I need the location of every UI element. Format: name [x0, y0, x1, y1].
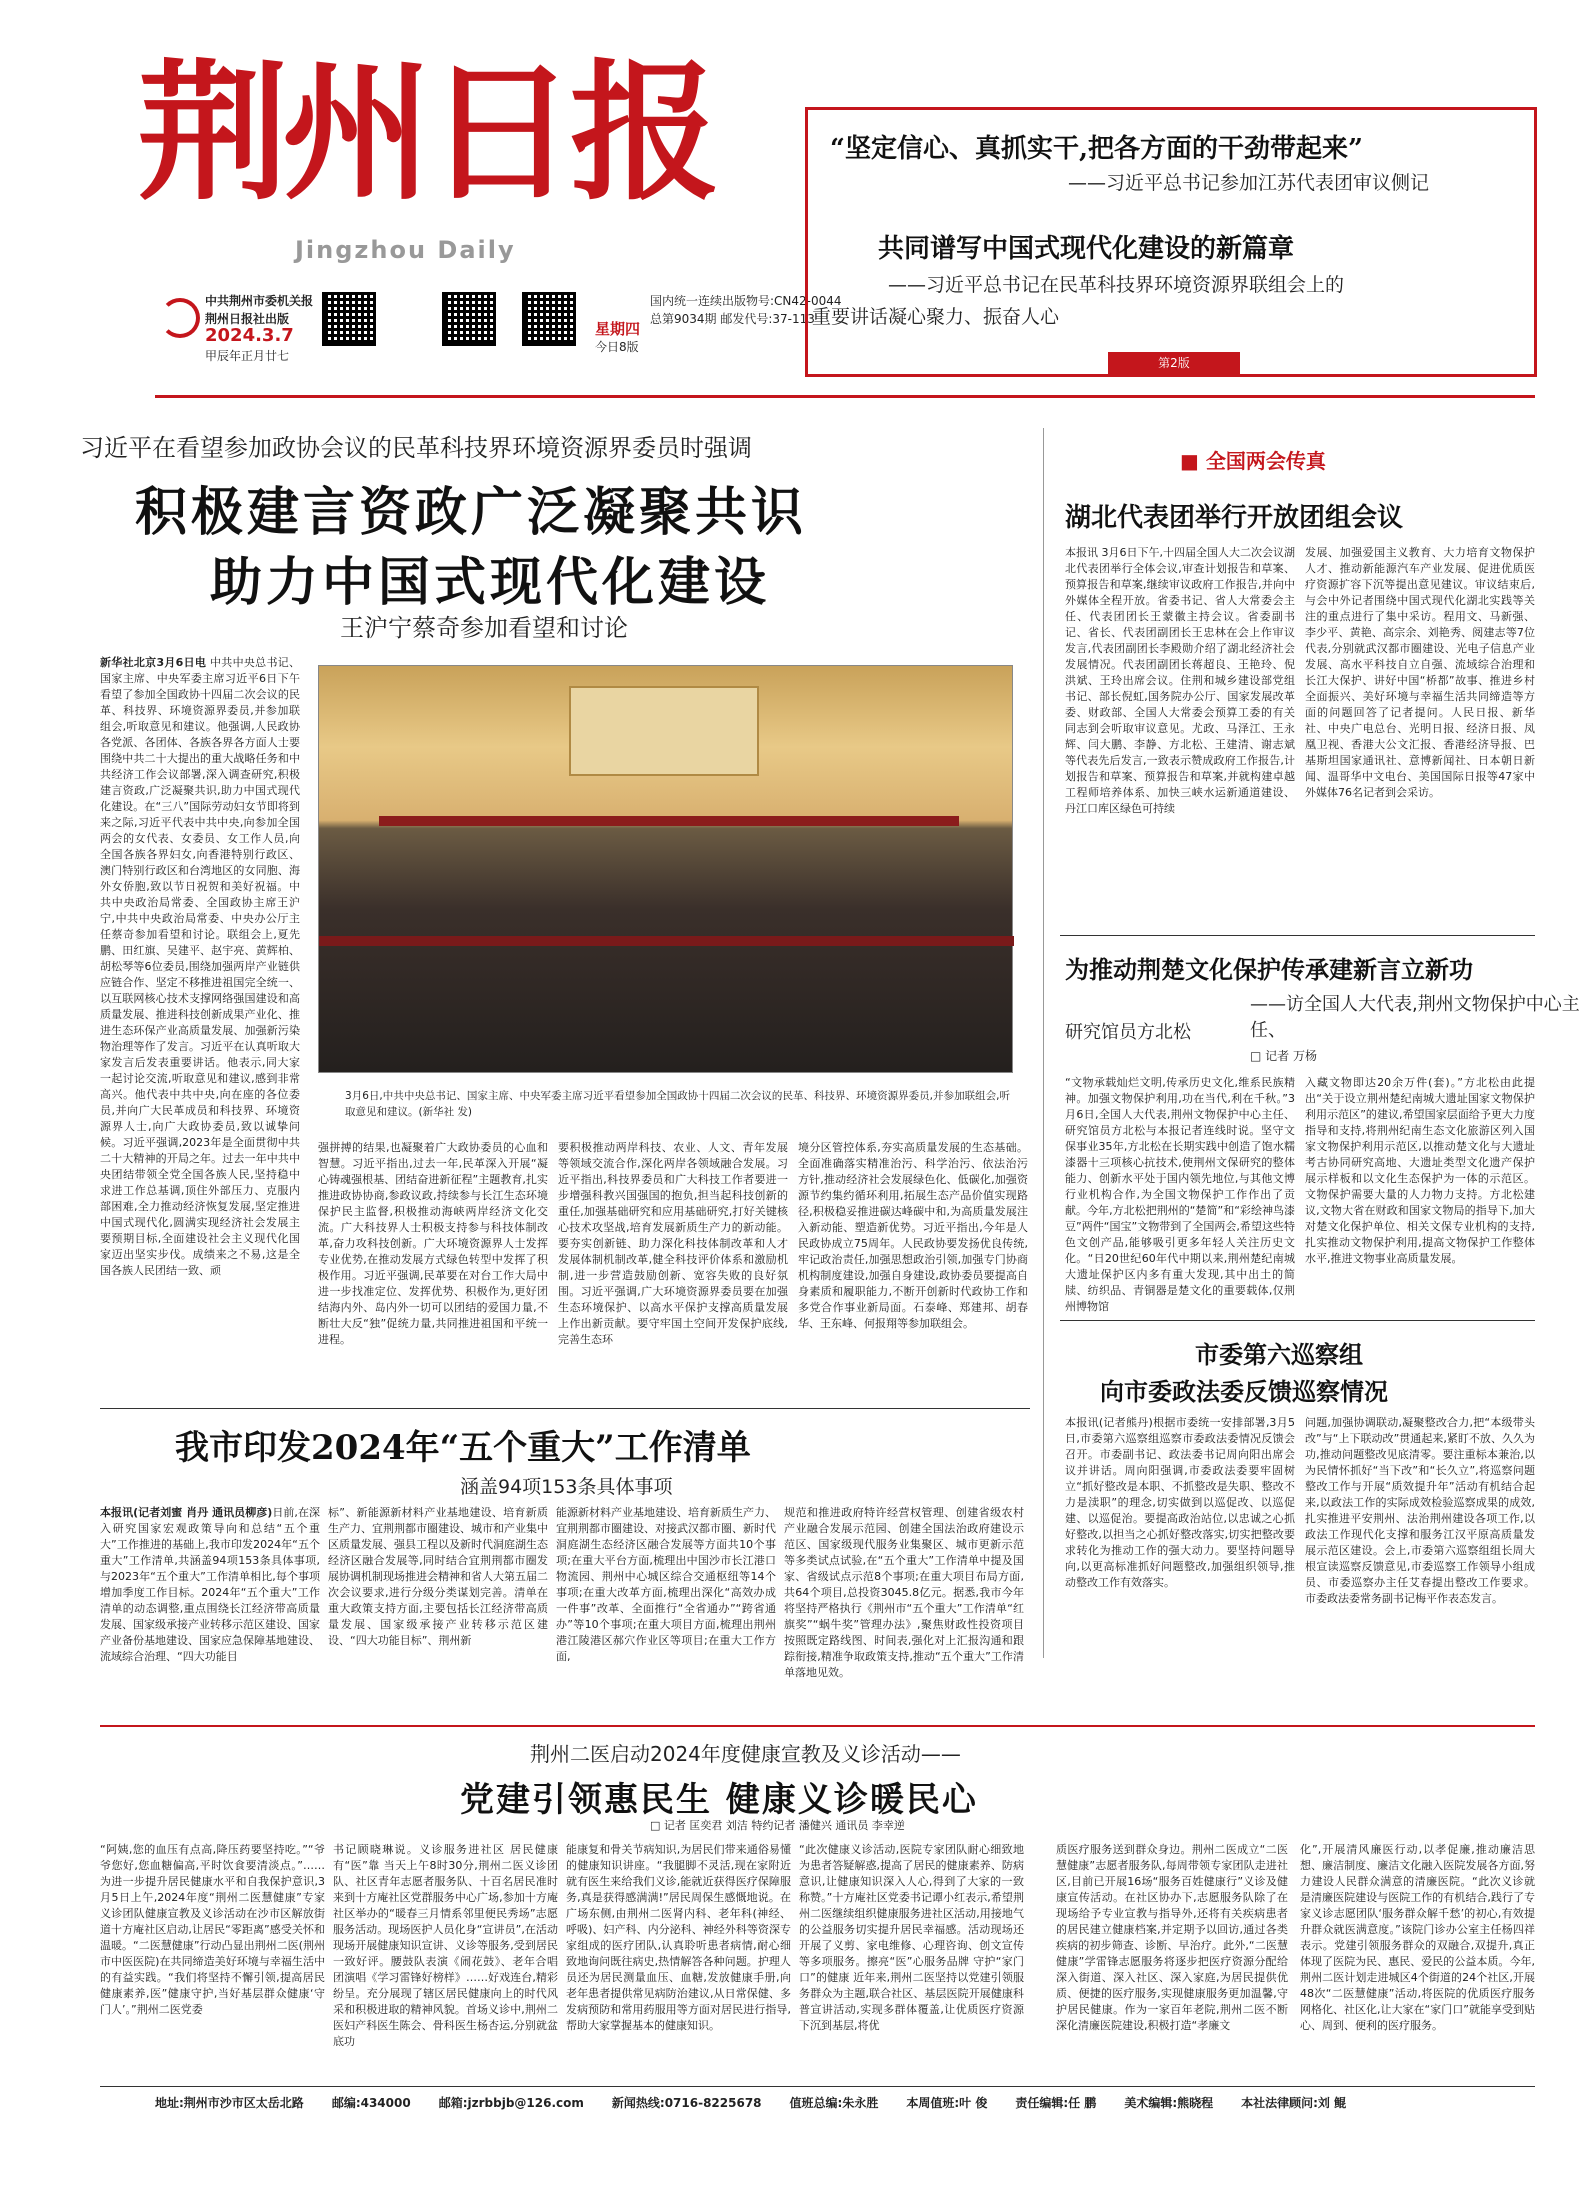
swirl-logo-icon	[160, 298, 200, 338]
footer	[155, 2094, 1535, 2111]
footer-weekly-duty: 本周值班:叶 俊	[906, 2096, 988, 2110]
clinic-column-2: 书记顾晓琳说。义诊服务进社区 居民健康有“医”靠 当天上午8时30分,荆州二医义诊团队、社区青年志愿者服务队、十百名居民准时来到十方庵社区党群服务中心广场,参加十方庵社区举办的“暖春三月情系邻里便民秀场”志愿服务活动。现场医护人员化身“宣讲员”,在活动现场开展健康知识宣讲、义诊等服务,受到居民一致好评。腰鼓队表演《闹花鼓》、老年合唱团演唱《学习雷锋好榜样》……好戏连台,精彩纷呈。充分展现了辖区居民健康向上的时代风采和积极进取的精神风貌。首场义诊中,荆州二医妇产科医生陈会、骨科医生杨杏运,分别就盆底功	[333, 1843, 558, 2048]
lead-column-3: 要积极推动两岸科技、农业、人文、青年发展等领域交流合作,深化两岸各领域融合发展。习近平指出,科技界委员和广大科技工作者要进一步增强科教兴国强国的抱负,担当起科技创新的重任,加强基础研究和应用基础研究,打好关键核心技术攻坚战,培育发展新质生产力的新动能。要夯实创新链、助力深化科技体制改革和人才发展体制机制改革,健全科技评价体系和激励机制,进一步营造鼓励创新、宽容失败的良好氛围。习近平强调,广大环境资源界委员要在加强生态环境保护、以高水平保护支撑高质量发展上作出新贡献。要守牢国土空间开发保护底线,完善生态环	[558, 1141, 788, 1346]
five-major-title[interactable]: 我市印发2024年“五个重大”工作清单	[175, 1428, 751, 1468]
section-divider	[1060, 1320, 1535, 1321]
lead-title-line1[interactable]: 积极建言资政广泛凝聚共识	[135, 482, 808, 543]
five-major-column-3: 能源新材料产业基地建设、培育新质生产力、宜荆荆都市圈建设、对接武汉都市圈、新时代洞庭湖生态经济区融合发展等方面共10个事项;在重大平台方面,梳理出中国沙市长江港口物流园、荆州中心城区综合交通枢纽等14个事项;在重大改革方面,梳理出深化“高效办成一件事”改革、全面推行“全省通办”“跨省通办”等10个事项;在重大项目方面,梳理出荆州港江陵港区郝穴作业区等项目;在重大工作方面,	[556, 1506, 776, 1663]
section-tag-two-sessions[interactable]: ■ 全国两会传真	[1180, 449, 1326, 473]
inspection-title-line1[interactable]: 市委第六巡察组	[1195, 1340, 1363, 1369]
clinic-kicker: 荆州二医启动2024年度健康宣教及义诊活动——	[530, 1742, 961, 1766]
qr-code-icon[interactable]	[442, 292, 496, 346]
lead-kicker: 习近平在看望参加政协会议的民革科技界环境资源界委员时强调	[80, 434, 752, 462]
lead-column-4: 境分区管控体系,夯实高质量发展的生态基础。全面准确落实精准治污、科学治污、依法治污方针,推动经济社会发展绿色化、低碳化,加强资源节约集约循环利用,拓展生态产品价值实现路径,积极稳妥推进碳达峰碳中和,为高质量发展注入新动能、塑造新优势。习近平指出,今年是人民政协成立75周年。人民政协要发扬优良传统,牢记政治责任,加强思想政治引领,加强专门协商机构制度建设,加强自身建设,政协委员要提高自身素质和履职能力,不断开创新时代政协工作和多党合作事业新局面。石泰峰、郑建邦、胡春华、王东峰、何报翔等参加联组会。	[798, 1141, 1028, 1330]
clinic-column-4: “此次健康义诊活动,医院专家团队耐心细致地为患者答疑解惑,提高了居民的健康素养、防病意识,让健康知识深入人心,得到了大家的一致称赞。”十方庵社区党委书记谭小红表示,希望荆州二医继续组织健康服务进社区活动,用接地气的公益服务切实提升居民幸福感。活动现场还开展了义剪、家电维修、心理咨询、创文宣传等多项服务。擦亮“医”心服务品牌 守护“家门口”的健康 近年来,荆州二医坚持以党建引领服务群众为主题,联合社区、基层医院开展健康科普宣讲活动,实现多群体覆盖,让优质医疗资源下沉到基层,将优	[799, 1843, 1024, 2032]
culture-column-d: 入藏文物即达20余万件(套)。”方北松由此提出“关于设立荆州楚纪南城大遗址国家文物保护利用示范区”的建议,希望国家层面给予更大力度指导和支持,将荆州纪南生态文化旅游区列入国家文物保护利用示范区,以推动楚文化与大遗址考古协同研究高地、大遗址类型文化遗产保护展示样板和以文化生态保护为一体的示范区。文物保护需要大量的人力物力支持。方北松建议,文物大省在财政和国家文物局的指导下,加大对楚文化保护单位、相关文保专业机构的支持,扎实推动文物保护利用,提高文物保护工作整体水平,推进文物事业高质量发展。	[1305, 1076, 1535, 1265]
lead-photo	[318, 665, 1013, 1073]
clinic-column-1: “阿姨,您的血压有点高,降压药要坚持吃。”“爷爷您好,您血糖偏高,平时饮食要清淡点。”……为进一步提升居民健康水平和自我保护意识,3月5日上午,2024年度“荆州二医慧健康”专家义诊团队健康宣教及义诊活动在沙市区解放街道十方庵社区启动,让居民“零距离”感受关怀和温暖。“二医慧健康”行动凸显出荆州二医(荆州市中医医院)在共同缔造美好环境与幸福生活中的有益实践。“我们将坚持不懈引领,提高居民健康素养,医”健康守护,当好基层群众健康‘守门人’。”荆州二医党委	[100, 1843, 325, 2016]
inspection-column-e: 本报讯(记者熊丹)根据市委统一安排部署,3月5日,市委第六巡察组巡察市委政法委情况反馈会召开。市委副书记、政法委书记周向阳出席会议并讲话。周向阳强调,市委政法委要牢固树立“抓好整改是本职、不抓整改是失职、整改不力是渎职”的理念,切实做到以巡促改、以巡促建、以巡促治。要提高政治站位,以忠诚之心抓好整改,以担当之心抓好整改落实,切实把整改要求转化为推动工作的强大动力。要坚持问题导向,以更高标准抓好问题整改,加强组织领导,推动整改工作有效落实。	[1065, 1416, 1295, 1589]
culture-interview-title[interactable]: 为推动荆楚文化保护传承建新言立新功	[1065, 955, 1473, 984]
newspaper-pinyin: Jingzhou Daily	[295, 236, 516, 264]
page-tag-badge[interactable]: 第2版	[1108, 352, 1240, 374]
headline-2-subtitle-line1: ——习近平总书记在民革科技界环境资源界联组会上的	[888, 274, 1345, 296]
footer-address: 地址:荆州市沙市区太岳北路	[155, 2096, 304, 2110]
issue-date: 2024.3.7	[205, 325, 294, 346]
footer-divider	[100, 2086, 1535, 2087]
clinic-column-3: 能康复和骨关节病知识,为居民们带来通俗易懂的健康知识讲座。“我腿脚不灵活,现在家附近就有医生来给我们义诊,能就近获得医疗保障服务,真是获得感满满!”居民周保生感慨地说。在广场东侧,由荆州二医肾内科、老年科(神经、呼吸)、妇产科、内分泌科、神经外科等资深专家组成的医疗团队,认真聆听患者病情,耐心细致地询问既往病史,热情解答各种问题。护理人员还为居民测量血压、血糖,发放健康手册,向老年患者提供常见病防治建议,从日常保健、多发病预防和常用药服用等方面对居民进行指导,帮助大家掌握基本的健康知识。	[566, 1843, 791, 2032]
footer-responsible-editor: 责任编辑:任 鹏	[1015, 2096, 1097, 2110]
conference-table	[319, 936, 1014, 946]
headline-2-subtitle-line2: 重要讲话凝心聚力、振奋人心	[812, 306, 1060, 328]
lead-column-2: 强拼搏的结果,也凝聚着广大政协委员的心血和智慧。习近平指出,过去一年,民革深入开展“凝心铸魂强根基、团结奋进新征程”主题教育,扎实推进政协协商,参政议政,持续参与长江生态环境保护民主监督,积极推动海峡两岸经济文化交流。广大科技界人士积极支持参与科技体制改革,奋力攻科技创新。广大环境资源界人士发挥专业优势,在推动发展方式绿色转型中发挥了积极作用。习近平强调,民革要在对台工作大局中进一步找准定位、发挥优势、积极作为,更好团结海内外、岛内外一切可以团结的爱国力量,不断壮大反“独”促统力量,共同推进祖国和平统一进程。	[318, 1141, 548, 1346]
qr-code-icon[interactable]	[322, 292, 376, 346]
stage-backdrop	[569, 686, 759, 776]
hubei-delegation-title[interactable]: 湖北代表团举行开放团组会议	[1065, 503, 1404, 533]
culture-byline: □ 记者 万杨	[1250, 1049, 1317, 1063]
footer-legal-advisor: 本社法律顾问:刘 鲲	[1241, 2096, 1347, 2110]
sponsor-info: 中共荆州市委机关报 荆州日报社出版	[205, 294, 314, 326]
culture-interview-subtitle-line2: 研究馆员方北松	[1065, 1022, 1191, 1043]
headline-1[interactable]: “坚定信心、真抓实干,把各方面的干劲带起来”	[830, 134, 1363, 164]
clinic-column-5: 质医疗服务送到群众身边。荆州二医成立“二医慧健康”志愿者服务队,每周带领专家团队走进社区,目前已开展16场“服务百姓健康行”义诊及健康宣传活动。在社区协办下,志愿服务队除了在现场给予专业宣教与指导外,还将有关疾病患者的居民建立健康档案,并定期予以回访,通过各类疾病的初步筛查、诊断、早治疗。此外,“二医慧健康”学雷锋志愿服务将逐步把医疗资源分配给深入街道、深入社区、深入家庭,为居民提供优质、便捷的医疗服务,实现健康服务更加温馨,守护居民健康。作为一家百年老院,荆州二医不断深化清廉医院建设,积极打造“孝廉文	[1056, 1843, 1288, 2032]
weekday: 星期四	[595, 320, 641, 338]
publication-codes: 国内统一连续出版物号:CN42-0044 总第9034期 邮发代号:37-113	[650, 294, 842, 326]
photo-caption: 3月6日,中共中央总书记、国家主席、中央军委主席习近平看望参加全国政协十四届二次会议的民革、科技界、环境资源界委员,并参加联组会,听取意见和建议。(新华社 发)	[345, 1090, 1010, 1118]
hubei-column-a: 本报讯 3月6日下午,十四届全国人大二次会议湖北代表团举行全体会议,审查计划报告和草案、预算报告和草案,继续审议政府工作报告,并向中外媒体全程开放。省委书记、省人大常委会主任、代表团团长王蒙徽主持会议。省委副书记、省长、代表团副团长王忠林在会上作审议发言,代表团副团长李殿勋介绍了湖北经济社会发展情况。代表团副团长蒋超良、王艳玲、倪洪斌、王玲出席会议。住荆和城乡建设部党组书记、部长倪虹,国务院办公厅、国家发展改革委、财政部、全国人大常委会预算工委的有关同志到会听取审议意见。尤政、马泽江、王永辉、闫大鹏、李静、方北松、王建清、谢志斌等代表先后发言,一致表示赞成政府工作报告,计划报告和草案、预算报告和草案,并就构建卓越工程师培养体系、加快三峡水运新通道建设、丹江口库区绿色可持续	[1065, 546, 1295, 815]
footer-zip: 邮编:434000	[331, 2096, 411, 2110]
conference-table	[379, 816, 959, 826]
lead-column-1: 新华社北京3月6日电 中共中央总书记、国家主席、中央军委主席习近平6日下午看望了参加全国政协十四届二次会议的民革、科技界、环境资源界委员,并参加联组会,听取意见和建议。他强调,人民政协各党派、各团体、各族各界各方面人士要围绕中共二十大提出的重大战略任务和中共经济工作会议部署,深入调查研究,积极建言资政,广泛凝聚共识,助力中国式现代化建设。在“三八”国际劳动妇女节即将到来之际,习近平代表中共中央,向参加全国两会的女代表、女委员、女工作人员,向全国各族各界妇女,向香港特别行政区、澳门特别行政区和台湾地区的女同胞、海外女侨胞,致以节日祝贺和美好祝福。中共中央政治局常委、全国政协主席王沪宁,中共中央政治局常委、中央办公厅主任蔡奇参加看望和讨论。联组会上,夏先鹏、田红旗、吴建平、赵宇亮、黄辉柏、胡松琴等6位委员,围绕加强两岸产业链供应链合作、坚定不移推进祖国完全统一、以互联网核心技术支撑网络强国建设和高质量发展、推进科技创新成果产业化、推进生态环保产业高质量发展、加强新污染物治理等作了发言。习近平在认真听取大家发言后发表重要讲话。他表示,同大家一起讨论交流,听取意见和建议,感到非常高兴。他代表中共中央,向在座的各位委员,并向广大民革成员和科技界、环境资源界人士,向广大政协委员,致以诚挚问候。习近平强调,2023年是全面贯彻中共二十大精神的开局之年。过去一年中共中央团结带领全党全国各族人民,坚持稳中求进工作总基调,顶住外部压力、克服内部困难,全力推动经济恢复发展,坚定推进中国式现代化,圆满实现经济社会发展主要预期目标,全面建设社会主义现代化国家迈出坚实步伐。成绩来之不易,这是全国各族人民团结一致、顽	[100, 656, 301, 1277]
lead-subtitle: 王沪宁蔡奇参加看望和讨论	[340, 614, 628, 642]
culture-interview-subtitle-line1: ——访全国人大代表,荆州文物保护中心主任、	[1250, 994, 1580, 1041]
column-divider	[1043, 428, 1044, 1658]
page-count: 今日8版	[595, 340, 639, 354]
masthead-divider	[155, 395, 1535, 398]
newspaper-logo: 荆州日报	[138, 45, 715, 221]
section-divider	[100, 1725, 1535, 1727]
inspection-title-line2[interactable]: 向市委政法委反馈巡察情况	[1100, 1377, 1388, 1406]
footer-art-editor: 美术编辑:熊晓程	[1124, 2096, 1214, 2110]
five-major-column-4: 规范和推进政府特许经营权管理、创建省级农村产业融合发展示范园、创建全国法治政府建设示范区、国家级现代服务业集聚区、城市更新示范等多类试点试验,在“五个重大”工作清单中提及国家、省级试点示范8个事项;在重大项目布局方面,共64个项目,总投资3045.8亿元。据悉,我市今年将坚持严格执行《荆州市“五个重大”工作清单“红旗奖”“蜗牛奖”管理办法》,聚焦财政性投资项目按照既定路线图、时间表,强化对上汇报沟通和跟踪衔接,精准争取政策支持,推动“五个重大”工作清单落地见效。	[784, 1506, 1024, 1679]
headline-2[interactable]: 共同谱写中国式现代化建设的新篇章	[878, 234, 1295, 264]
inspection-column-f: 问题,加强协调联动,凝聚整改合力,把“本级带头改”与“上下联动改”贯通起来,紧盯不放、久久为功,推动问题整改见底清零。要注重标本兼治,以为民情怀抓好“当下改”和“长久立”,将巡察问题整改工作与开展“质效提升年”活动有机结合起来,以政法工作的实际成效检验巡察成果的成效,扎实推进平安荆州、法治荆州建设各项工作,以政法工作现代化支撑和服务江汉平原高质量发展示范区建设。会上,市委第六巡察组组长周大根宣读巡察反馈意见,市委巡察工作领导小组成员、市委巡察办主任艾春提出整改工作要求。市委政法委常务副书记梅平作表态发言。	[1305, 1416, 1535, 1605]
hubei-column-b: 发展、加强爱国主义教育、大力培育文物保护人才、推动新能源汽车产业发展、促进优质医疗资源扩容下沉等提出意见建议。审议结束后,与会中外记者围绕中国式现代化湖北实践等关注的重点进行了集中采访。程用文、马新强、李少平、黄艳、高宗余、刘艳秀、阅建志等7位代表,分别就武汉都市圈建设、光电子信息产业发展、高水平科技自立自强、流域综合治理和长江大保护、讲好中国“桥都”故事、推进乡村全面振兴、美好环境与幸福生活共同缔造等方面的问题回答了记者提问。人民日报、新华社、中央广电总台、光明日报、经济日报、凤凰卫视、香港大公文汇报、香港经济导报、巴基斯坦国家通讯社、意博新闻社、日本朝日新闻、温哥华中文电台、美国国际日报等47家中外媒体76名记者到会采访。	[1305, 546, 1535, 799]
qr-code-icon[interactable]	[522, 292, 576, 346]
headline-1-subtitle: ——习近平总书记参加江苏代表团审议侧记	[1068, 172, 1430, 194]
footer-hotline: 新闻热线:0716-8225678	[611, 2096, 762, 2110]
lead-title-line2[interactable]: 助力中国式现代化建设	[210, 552, 771, 613]
five-major-subtitle: 涵盖94项153条具体事项	[460, 1476, 673, 1498]
headline-box	[805, 107, 1537, 377]
people-icon: ■	[1180, 449, 1199, 473]
lunar-date: 甲辰年正月廿七	[205, 349, 290, 363]
clinic-column-6: 化”,开展清风廉医行动,以孝促廉,推动廉洁思想、廉洁制度、廉洁文化融入医院发展各方面,努力建设人民群众满意的清廉医院。“此次义诊就是清廉医院建设与医院工作的有机结合,践行了专家义诊志愿团队‘服务群众解千愁’的初心,有效提升群众就医满意度。”该院门诊办公室主任杨四祥表示。党建引领服务群众的双融合,双提升,真正体现了医院为民、惠民、爱民的公益本质。今年,荆州二医计划走进城区4个街道的24个社区,开展48次“二医慧健康”活动,将医院的优质医疗服务网格化、社区化,让大家在“家门口”就能享受到贴心、周到、便利的医疗服务。	[1300, 1843, 1535, 2032]
footer-duty-editor: 值班总编:朱永胜	[789, 2096, 879, 2110]
clinic-byline: □ 记者 匡奕君 刘洁 特约记者 潘健兴 通讯员 李幸逆	[650, 1819, 905, 1832]
section-divider	[1060, 935, 1535, 936]
five-major-column-2: 标”、新能源新材料产业基地建设、培育新质生产力、宜荆荆都市圈建设、城市和产业集中区质量发展、强县工程以及新时代洞庭湖生态经济区融合发展等,同时结合宜荆荆都市圈发展协调机制现场推进会精神和省人大第五届二次会议要求,进行分级分类谋划完善。清单在重大政策支持方面,主要包括长江经济带高质量发展、国家级承接产业转移示范区建设、“四大功能目标”、荆州新	[328, 1506, 548, 1647]
section-divider	[100, 1408, 1030, 1409]
clinic-title[interactable]: 党建引领惠民生 健康义诊暖民心	[460, 1780, 978, 1820]
footer-email[interactable]: 邮箱:jzrbbjb@126.com	[438, 2096, 584, 2110]
culture-column-c: “文物承载灿烂文明,传承历史文化,维系民族精神。加强文物保护利用,功在当代,利在千秋。”3月6日,全国人大代表,荆州文物保护中心主任、研究馆员方北松与本报记者连线时说。坚守文保事业35年,方北松在长期实践中创造了饱水糯漆器十三项核心抗技术,使荆州文保研究的整体能力、创新水平处于国内领先地位,与其他文博行业机构合作,为全国文物保护工作作出了贡献。今年,方北松把荆州的“楚简”和“彩绘神鸟漆豆”两件“国宝”文物带到了全国两会,希望这些特色文创产品,能够吸引更多年轻人关注历史文化。“日20世纪60年代中期以来,荆州楚纪南城大遗址保护区内多有重大发现,其中出土的简牍、纺织品、青铜器是楚文化的重要载体,仅荆州博物馆	[1065, 1076, 1295, 1313]
five-major-column-1: 本报讯(记者刘蜜 肖丹 通讯员柳彦)日前,在深入研究国家宏观政策导向和总结“五个重大”工作推进的基础上,我市印发2024年“五个重大”工作清单,共涵盖94项153条具体事项,与2023年“五个重大”工作清单相比,每个事项增加季度工作目标。2024年“五个重大”工作清单的动态调整,重点围绕长江经济带高质量发展、国家级承接产业转移示范区建设、国家产业备份基地建设、国家应急保障基地建设、流域综合治理、“四大功能目	[100, 1506, 321, 1663]
